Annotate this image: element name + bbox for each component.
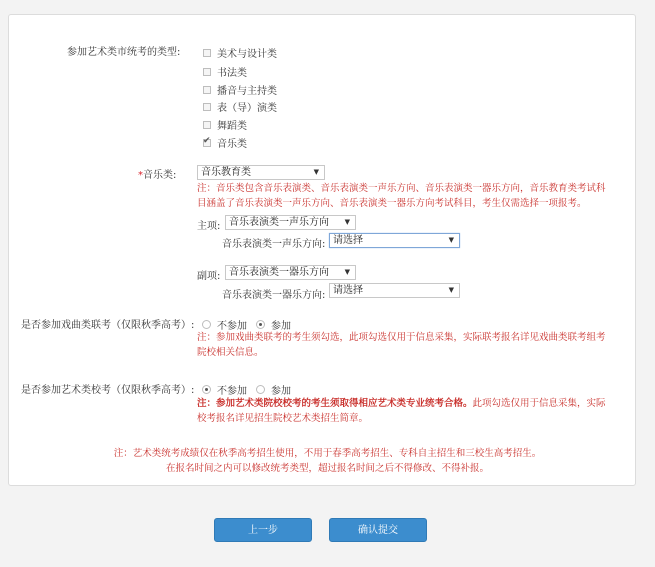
art-exam-types-label: 参加艺术类市统考的类型: xyxy=(67,47,181,58)
dance-label: 舞蹈类 xyxy=(217,121,247,132)
performance-checkbox[interactable] xyxy=(203,103,211,111)
school-not-participate-label: 不参加 xyxy=(217,386,247,397)
footer-note: 注：艺术类统考成绩仅在秋季高考招生使用，不用于春季高考招生、专科自主招生和三校生高考招生。 在报名时间之内可以修改统考类型，超过报名时间之后不得修改、不得补报。 xyxy=(113,448,542,474)
calligraphy-label: 书法类 xyxy=(217,68,247,79)
music-category-select[interactable]: 音乐教育类 ▼ xyxy=(197,165,325,180)
minor-label: 副项: xyxy=(197,271,221,282)
performance-label: 表（导）演类 xyxy=(217,103,277,114)
minor-sub-select[interactable]: 请选择 ▼ xyxy=(329,283,460,298)
broadcasting-label: 播音与主持类 xyxy=(217,86,277,97)
music-field-label: *音乐类: xyxy=(138,170,177,181)
dance-checkbox[interactable] xyxy=(203,121,211,129)
minor-sub-label: 音乐表演类一器乐方向: xyxy=(222,290,326,301)
music-label: 音乐类 xyxy=(217,139,247,150)
school-note: 注：参加艺术类院校校考的考生须取得相应艺术类专业统考合格。此项勾选仅用于信息采集，实际 校考报名详见招生院校艺术类招生简章。 xyxy=(197,398,606,424)
fine-arts-label: 美术与设计类 xyxy=(217,49,277,60)
opera-exam-label: 是否参加戏曲类联考（仅限秋季高考）: xyxy=(21,320,195,331)
option-fine-arts[interactable] xyxy=(203,45,277,60)
school-exam-label: 是否参加艺术类校考（仅限秋季高考）: xyxy=(21,385,195,396)
fine-arts-checkbox[interactable] xyxy=(203,49,211,57)
school-participate-radio[interactable] xyxy=(256,385,265,394)
minor-select[interactable]: 音乐表演类一器乐方向 ▼ xyxy=(225,265,356,280)
major-select[interactable]: 音乐表演类一声乐方向 ▼ xyxy=(225,215,356,230)
option-music[interactable] xyxy=(203,135,247,150)
option-broadcasting[interactable] xyxy=(203,82,277,97)
calligraphy-checkbox[interactable] xyxy=(203,68,211,76)
opera-participate-radio[interactable] xyxy=(256,320,265,329)
music-checkbox[interactable] xyxy=(203,139,211,147)
opera-participate-label: 参加 xyxy=(271,321,291,332)
required-mark: * xyxy=(138,170,143,181)
confirm-submit-button[interactable]: 确认提交 xyxy=(329,518,427,542)
prev-step-button[interactable]: 上一步 xyxy=(214,518,312,542)
chevron-down-icon: ▼ xyxy=(313,168,319,176)
school-participate-label: 参加 xyxy=(271,386,291,397)
chevron-down-icon: ▼ xyxy=(448,236,454,244)
option-calligraphy[interactable] xyxy=(203,64,247,79)
option-dance[interactable] xyxy=(203,117,247,132)
major-sub-label: 音乐表演类一声乐方向: xyxy=(222,239,326,250)
opera-note: 注：参加戏曲类联考的考生须勾选，此项勾选仅用于信息采集，实际联考报名详见戏曲类联考组考 院校相关信息。 xyxy=(197,332,606,358)
school-not-participate-radio[interactable] xyxy=(202,385,211,394)
school-not-participate-option[interactable] xyxy=(202,382,247,397)
music-note: 注：音乐类包含音乐表演类、音乐表演类一声乐方向、音乐表演类一器乐方向，音乐教育类考试科 目涵盖了音乐表演类一声乐方向、音乐表演类一器乐方向考试科目，考生仅需选择一项报考。 xyxy=(197,183,606,209)
major-label: 主项: xyxy=(197,221,221,232)
major-sub-select[interactable]: 请选择 ▼ xyxy=(329,233,460,248)
chevron-down-icon: ▼ xyxy=(448,286,454,294)
chevron-down-icon: ▼ xyxy=(344,268,350,276)
broadcasting-checkbox[interactable] xyxy=(203,86,211,94)
chevron-down-icon: ▼ xyxy=(344,218,350,226)
option-performance[interactable] xyxy=(203,99,277,114)
opera-not-participate-label: 不参加 xyxy=(217,321,247,332)
opera-not-participate-radio[interactable] xyxy=(202,320,211,329)
school-participate-option[interactable] xyxy=(256,382,291,397)
